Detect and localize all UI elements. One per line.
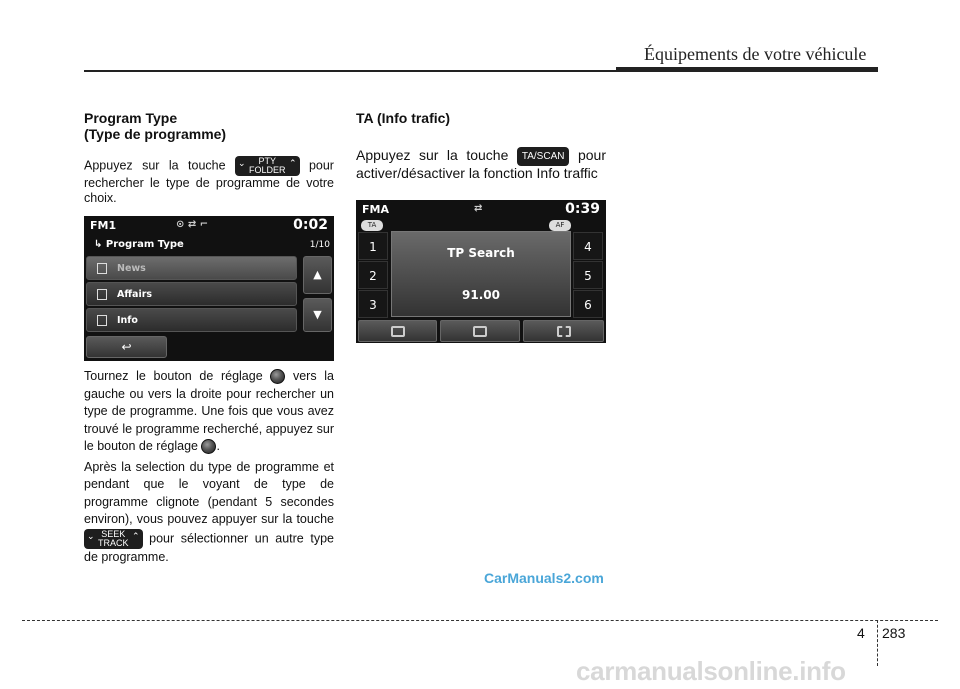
usb-icon: ⊙ ⇄ ⌐ (176, 219, 209, 230)
program-type-heading: Program Type (Type de programme) (84, 110, 227, 142)
list-icon (97, 315, 107, 326)
list-item[interactable]: Affairs (86, 282, 297, 306)
station-panel (391, 231, 571, 317)
header-rule (84, 70, 616, 72)
left-column-lower (84, 368, 334, 566)
band-label: FMA (362, 203, 389, 216)
list-icon (97, 263, 107, 274)
site-watermark: carmanualsonline.info (576, 656, 846, 686)
list-item[interactable]: News (86, 256, 297, 280)
tuner-knob-icon (270, 369, 285, 384)
band-label: FM1 (90, 219, 117, 232)
tp-search-screen (356, 200, 606, 343)
ta-scan-key: TA/SCAN (517, 147, 570, 166)
preset-button[interactable]: 4 (573, 232, 603, 260)
ta-indicator: TA (361, 220, 383, 231)
radio-icon[interactable] (358, 320, 437, 342)
footer-rule (22, 620, 938, 621)
radio-search-icon[interactable] (440, 320, 520, 342)
screen-status-bar (84, 216, 334, 236)
left-column (84, 110, 334, 206)
list-item[interactable]: Info (86, 308, 297, 332)
preset-button[interactable]: 5 (573, 261, 603, 289)
screen-status-bar (356, 200, 606, 220)
tp-search-status: TP Search (447, 246, 515, 260)
footer-divider (877, 620, 878, 666)
screen-subtitle: ↳ Program Type (94, 239, 184, 250)
list-icon (97, 289, 107, 300)
preset-button[interactable]: 3 (358, 290, 388, 318)
menu-grid-icon[interactable] (523, 320, 604, 342)
chapter-number: 4 (857, 625, 865, 641)
ta-instruction: Appuyez sur la touche TA/SCAN pour activer/désactiver la fonction Info traffic (356, 147, 606, 181)
preset-button[interactable]: 1 (358, 232, 388, 260)
section-title: Équipements de votre véhicule (644, 44, 867, 64)
tuner-knob-icon (201, 439, 216, 454)
scroll-up-icon[interactable]: ▲ (303, 256, 332, 294)
frequency-display: 91.00 (462, 288, 500, 302)
right-column (356, 110, 606, 181)
preset-button[interactable]: 6 (573, 290, 603, 318)
seek-track-key: ⌄ SEEK TRACK ⌃ (84, 529, 143, 549)
pty-instruction: Appuyez sur la touche ⌄ PTY FOLDER ⌃ pour rechercher le type de programme de votre choix. (84, 156, 334, 205)
knob-instruction: Tournez le bouton de réglage vers la gauche ou vers la droite pour rechercher un type de programme. Une fois que vous avez trouvé le programme recherché, appuyez sur le bouton de réglage . (84, 369, 334, 453)
clock: 0:02 (293, 217, 328, 233)
page-number: 283 (882, 625, 906, 641)
af-indicator: AF (549, 220, 571, 231)
watermark: CarManuals2.com (484, 570, 604, 586)
header-rule-bold (616, 67, 878, 72)
scroll-down-icon[interactable]: ▼ (303, 298, 332, 332)
pty-folder-key: ⌄ PTY FOLDER ⌃ (235, 156, 300, 176)
preset-button[interactable]: 2 (358, 261, 388, 289)
program-type-screen (84, 216, 334, 361)
ta-heading: TA (Info trafic) (356, 110, 451, 126)
back-arrow-icon[interactable]: ↩ (86, 336, 167, 358)
clock: 0:39 (565, 201, 600, 217)
page-counter: 1/10 (309, 240, 330, 250)
usb-icon: ⇄ (474, 203, 483, 214)
seek-instruction: Après la selection du type de programme et pendant que le voyant de type de programme clignote (pendant 5 secondes environ), vous pouvez appuyer sur la touche ⌄ SEEK TRACK ⌃ pour sélectionner un autre type de programme. (84, 459, 334, 564)
